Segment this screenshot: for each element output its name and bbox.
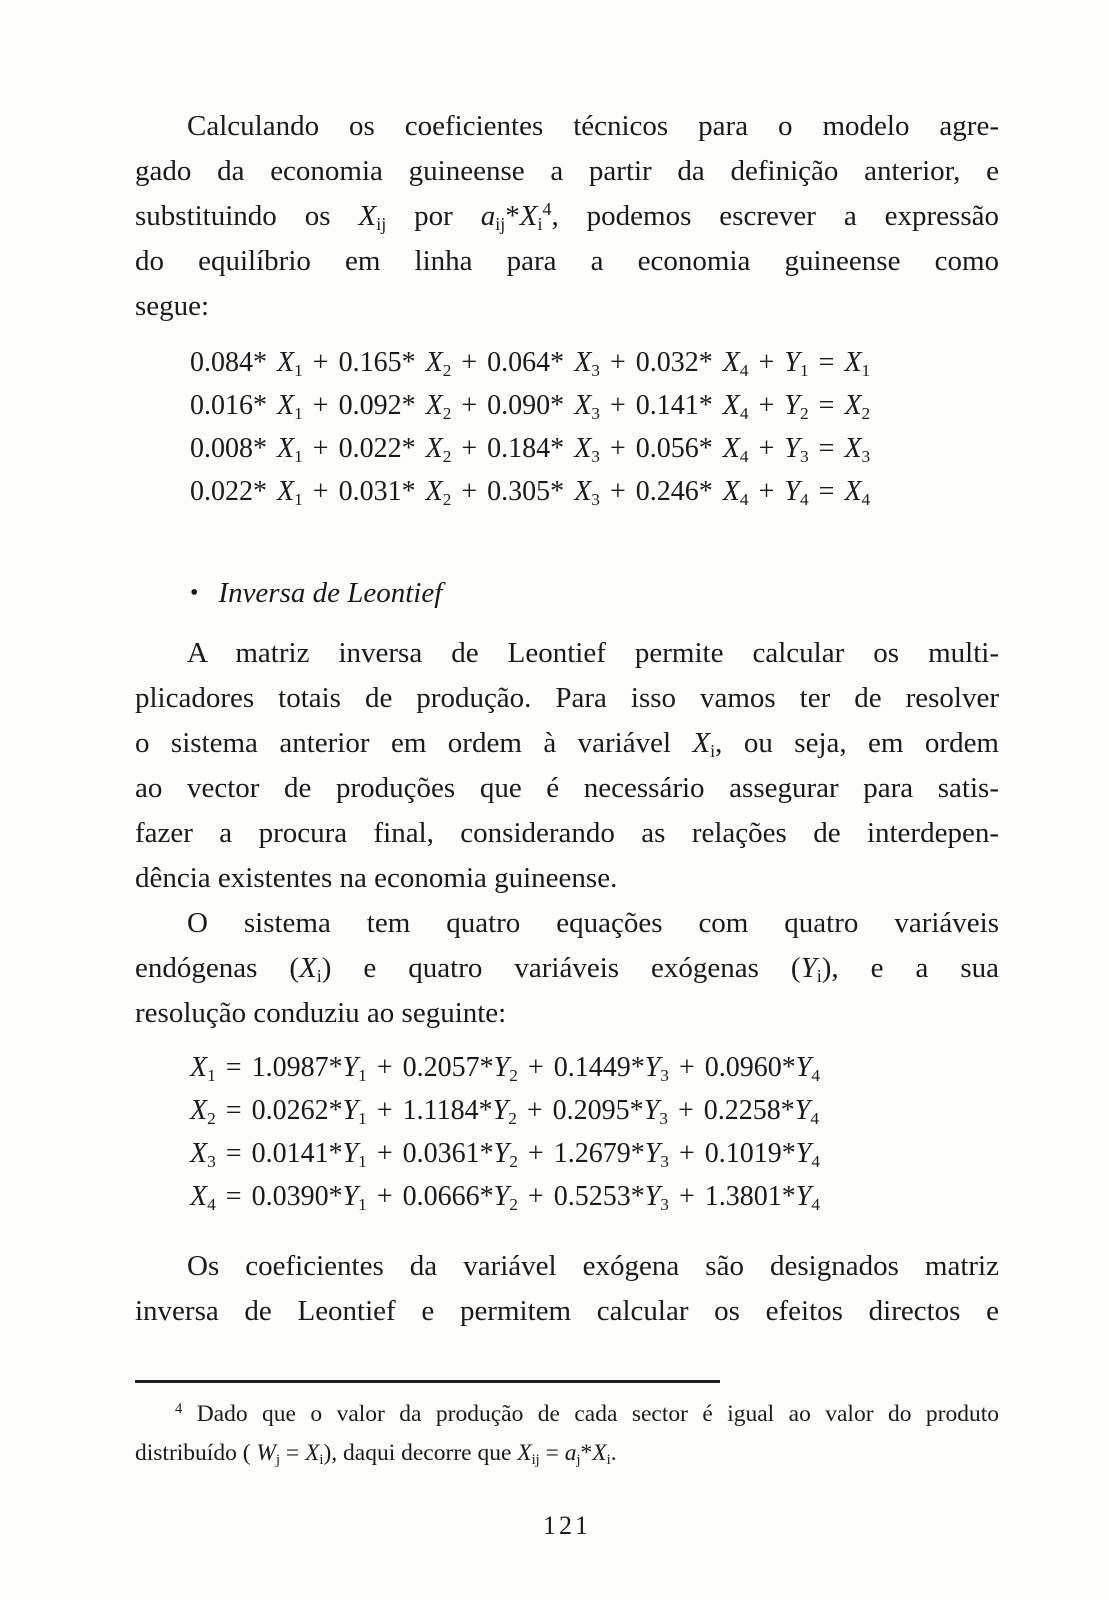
paragraph-leontief-inverse xyxy=(135,631,999,901)
paragraph-intro xyxy=(135,104,999,329)
footnote-line: $^4$ Dado que o valor da produção de cada sector é igual ao valor do produto xyxy=(175,1401,999,1427)
text-line: o sistema anterior em ordem à variável $X_i$, ou seja, em ordem xyxy=(135,727,999,762)
paragraph-exogenous-coefficients xyxy=(135,1244,999,1334)
equation-line: $X_1 = 1.0987*Y_1 + 0.2057*Y_2 + 0.1449*Y_3 + 0.0960*Y_4$ xyxy=(190,1052,821,1085)
text-line: dência existentes na economia guineense. xyxy=(135,862,618,894)
text-line: endógenas $(X_i)$ e quatro variáveis exógenas $(Y_i)$, e a sua xyxy=(135,952,999,987)
text-line: substituindo os $X_{ij}$ por $a_{ij}*X_i^4$, podemos escrever a expressão xyxy=(135,199,999,235)
text-line: Calculando os coeficientes técnicos para o modelo agre- xyxy=(187,110,999,142)
equation-block-technical-coefficients xyxy=(190,341,999,513)
text-line: gado da economia guineense a partir da definição anterior, e xyxy=(135,155,999,187)
text-line: inversa de Leontief e permitem calcular os efeitos directos e xyxy=(135,1295,999,1327)
equation-line: 0.016* $X_1 + 0.092*$ $X_2 + 0.090*$ $X_3 + 0.141*$ $X_4 + Y_2 = X_2$ xyxy=(190,390,871,423)
text-line: Os coeficientes da variável exógena são designados matriz xyxy=(187,1250,999,1282)
page-number: 121 xyxy=(543,1511,591,1540)
footnote-divider xyxy=(135,1380,720,1383)
text-line: fazer a procura final, considerando as relações de interdepen- xyxy=(135,817,999,849)
equation-block-leontief-inverse xyxy=(190,1046,999,1218)
section-heading-text: Inversa de Leontief xyxy=(218,577,443,609)
equation-line: 0.022* $X_1 + 0.031*$ $X_2 + 0.305*$ $X_3 + 0.246*$ $X_4 + Y_4 = X_4$ xyxy=(190,476,871,509)
text-line: resolução conduziu ao seguinte: xyxy=(135,997,507,1029)
text-line: do equilíbrio em linha para a economia guineense como xyxy=(135,245,999,277)
paragraph-system-description xyxy=(135,901,999,1036)
equation-line: 0.084* $X_1 + 0.165*$ $X_2 + 0.064*$ $X_3 + 0.032*$ $X_4 + Y_1 = X_1$ xyxy=(190,347,871,380)
footnote xyxy=(135,1395,999,1473)
text-line: ao vector de produções que é necessário assegurar para satis- xyxy=(135,772,999,804)
equation-line: 0.008* $X_1 + 0.022*$ $X_2 + 0.184*$ $X_3 + 0.056*$ $X_4 + Y_3 = X_3$ xyxy=(190,433,871,466)
section-heading-inversa-de-leontief xyxy=(190,571,999,615)
footnote-area xyxy=(135,1380,999,1473)
text-line: plicadores totais de produção. Para isso vamos ter de resolver xyxy=(135,682,999,714)
equation-line: $X_2 = 0.0262*Y_1 + 1.1184*Y_2 + 0.2095*Y_3 + 0.2258*Y_4$ xyxy=(190,1095,820,1128)
text-line: O sistema tem quatro equações com quatro variáveis xyxy=(187,907,999,939)
text-line: segue: xyxy=(135,290,210,322)
equation-line: $X_3 = 0.0141*Y_1 + 0.0361*Y_2 + 1.2679*Y_3 + 0.1019*Y_4$ xyxy=(190,1138,821,1171)
text-line: A matriz inversa de Leontief permite calcular os multi- xyxy=(187,637,999,669)
equation-line: $X_4 = 0.0390*Y_1 + 0.0666*Y_2 + 0.5253*Y_3 + 1.3801*Y_4$ xyxy=(190,1181,821,1214)
bullet-icon: • xyxy=(190,580,199,606)
footnote-line: distribuído ( $W_j = X_i$), daqui decorre que $X_{ij} = a_j*X_i$. xyxy=(135,1440,617,1469)
